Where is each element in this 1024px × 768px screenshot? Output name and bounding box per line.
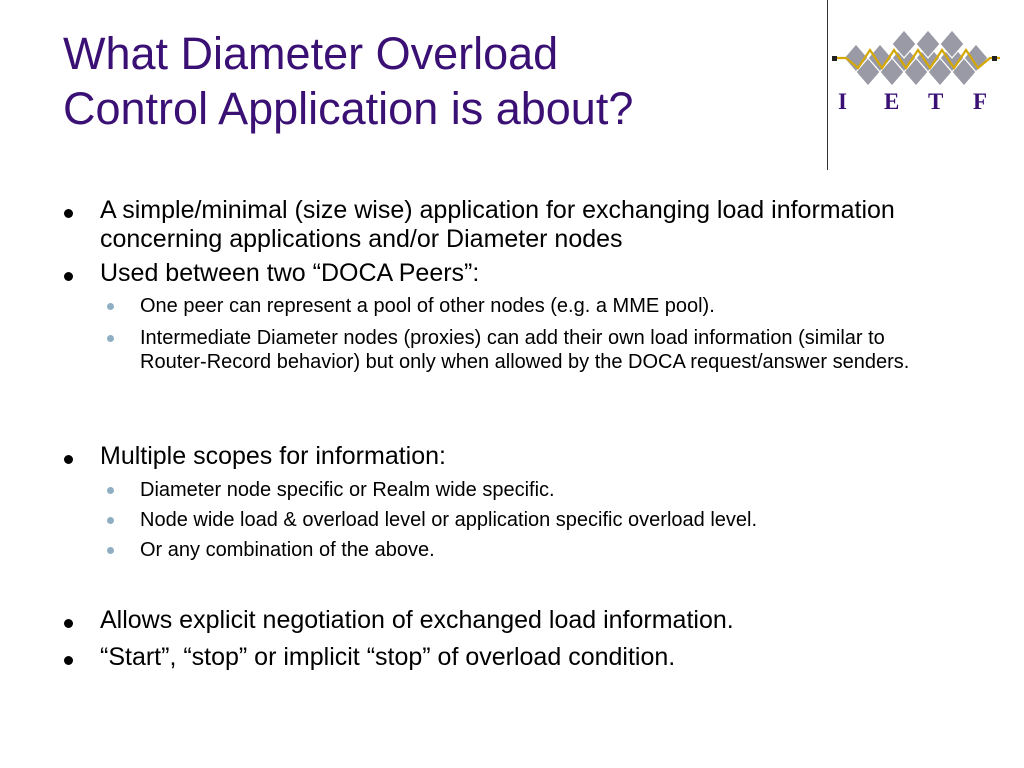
bullet-level1: Used between two “DOCA Peers”: [100,259,480,287]
slide-title-line2: Control Application is about? [63,83,634,134]
logo-letter-f: F [973,89,988,114]
bullet-level1: A simple/minimal (size wise) application for exchanging load information concerning applications and/or Diameter nodes [100,196,895,253]
bullet-level1: “Start”, “stop” or implicit “stop” of overload condition. [100,643,676,671]
bullet-level1: Allows explicit negotiation of exchanged load information. [100,606,734,634]
bullet-level2: Diameter node specific or Realm wide specific. [140,479,555,501]
bullet-dot [64,656,73,665]
bullet-dot [64,455,73,464]
sub-bullet-dot [107,547,114,554]
sub-bullet-dot [107,487,114,494]
logo-letter-e: E [884,89,900,114]
bullet-dot [64,209,73,218]
sub-bullet-dot [107,303,114,310]
sub-bullet-dot [107,517,114,524]
logo-letter-i: I [838,89,847,114]
sub-bullet-dot [107,335,114,342]
bullet-level2: Intermediate Diameter nodes (proxies) can add their own load information (similar to Router-Record behavior) but only when allowed by the DOCA request/answer senders. [140,327,910,373]
bullet-level2: One peer can represent a pool of other nodes (e.g. a MME pool). [140,295,715,317]
logo-letter-t: T [928,89,944,114]
bullet-dot [64,272,73,281]
slide-title-line1: What Diameter Overload [63,28,559,79]
bullet-level2: Or any combination of the above. [140,539,435,561]
bullet-dot [64,619,73,628]
bullet-level1: Multiple scopes for information: [100,442,446,470]
bullet-level2: Node wide load & overload level or application specific overload level. [140,509,758,531]
